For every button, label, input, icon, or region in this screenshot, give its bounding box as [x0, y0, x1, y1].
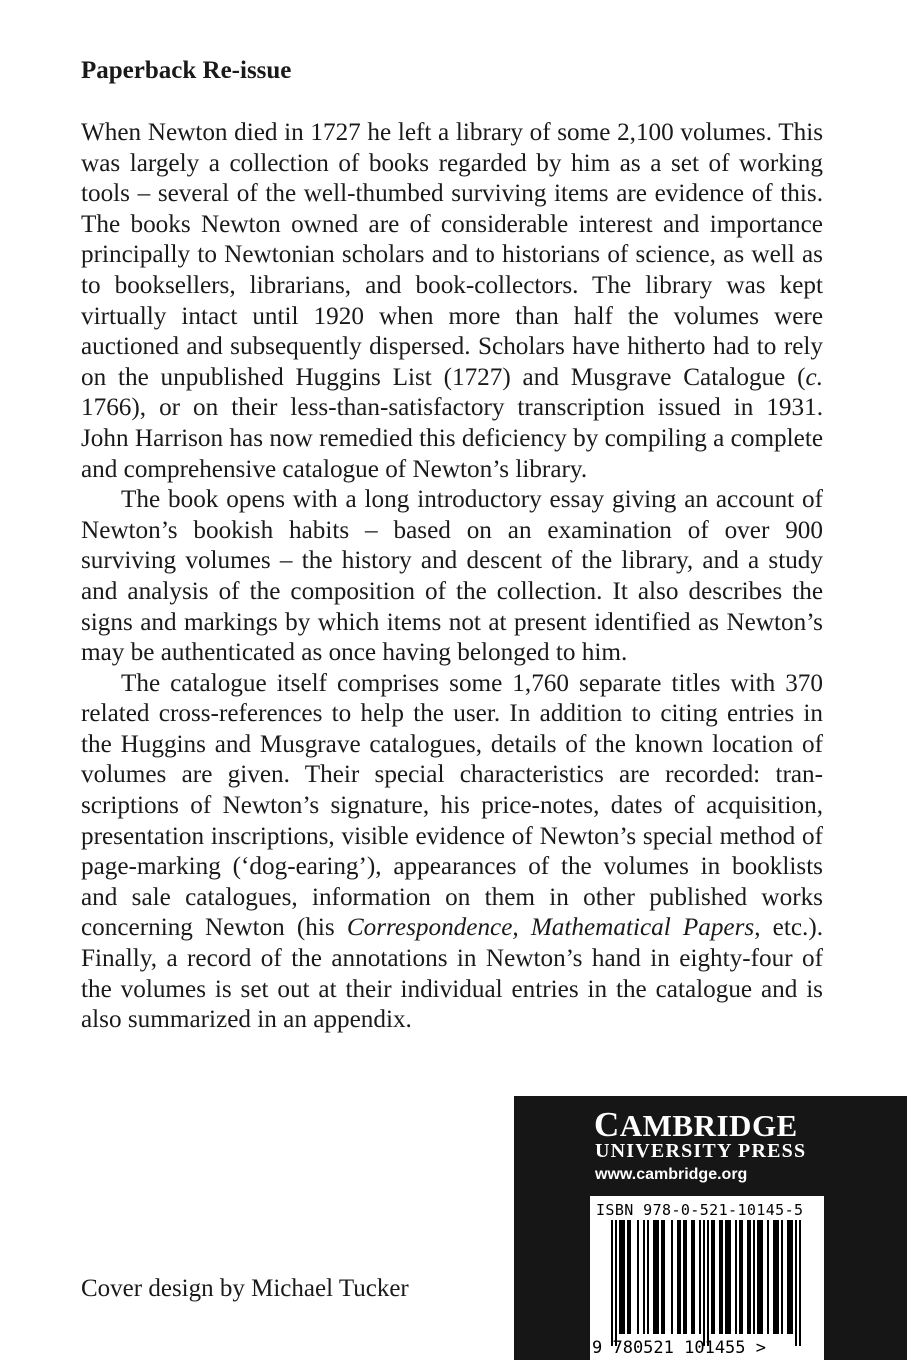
barcode-bar: [791, 1220, 793, 1334]
blurb-text: [81, 118, 823, 1036]
barcode-bar: [671, 1220, 673, 1334]
paragraph-1-end: 1766), or on their less-than-satisfactory transcription issued in 1931. John Harrison has now remedied this deficiency by compiling a complete and comprehensive catalogue of Newton’s library.: [81, 394, 823, 483]
barcode-bar: [653, 1220, 655, 1334]
publisher-box: [514, 1096, 907, 1360]
barcode-bar: [757, 1220, 759, 1334]
barcode-bar: [747, 1220, 749, 1334]
barcode-bar: [725, 1220, 727, 1334]
publisher-name-initial: C: [594, 1105, 620, 1144]
barcode-bar: [627, 1220, 629, 1334]
barcode-bar: [773, 1220, 775, 1334]
barcode-bar: [629, 1220, 631, 1334]
barcode-bar: [759, 1220, 761, 1334]
barcode-bar: [767, 1220, 769, 1334]
barcode-bar: [643, 1220, 645, 1334]
barcode-bar: [761, 1220, 763, 1334]
barcode-bar: [749, 1220, 751, 1334]
barcode-bar: [789, 1220, 791, 1334]
barcode-bars: [608, 1220, 808, 1346]
barcode-bar: [621, 1220, 623, 1334]
barcode-bar: [683, 1220, 685, 1334]
paragraph-1-text: When Newton died in 1727 he left a library of some 2,100 volumes. This was largely a collection of books regarded by him as a set of working tools – several of the well-thumbed surviving items are evidence of this. The books Newton owned are of considerable interest and importance principally to Newtonian scholars and to historians of science, as well as to booksellers, librarians, and book-collectors. The library was kept virtually intact until 1920 when more than half the volumes were auctioned and subsequently dispersed. Scholars have hitherto had to rely on the unpublished Huggins List (1727) and Musgrave Catalogue (: [81, 119, 823, 391]
barcode-panel: [590, 1196, 824, 1360]
barcode-bar: [739, 1220, 741, 1334]
cover-credit: Cover design by Michael Tucker: [81, 1275, 409, 1302]
heading: Paperback Re-issue: [81, 57, 292, 84]
barcode-bar: [729, 1220, 731, 1334]
barcode-bar: [703, 1220, 705, 1346]
barcode-bar: [637, 1220, 639, 1334]
barcode-bar: [693, 1220, 695, 1334]
publisher-name-rest: AMBRIDGE: [619, 1108, 798, 1143]
barcode-bar: [721, 1220, 723, 1334]
barcode-bar: [647, 1220, 649, 1334]
barcode-bar: [619, 1220, 621, 1334]
barcode-bar: [719, 1220, 721, 1334]
ean-text: 9 780521 101455 >: [592, 1338, 766, 1358]
barcode-bar: [799, 1220, 801, 1346]
publisher-url: www.cambridge.org: [595, 1166, 748, 1183]
barcode-bar: [735, 1220, 737, 1334]
barcode-bar: [727, 1220, 729, 1334]
barcode-bar: [685, 1220, 687, 1334]
barcode-bar: [691, 1220, 693, 1334]
paragraph-3-italic: Correspondence, Mathematical Papers: [346, 914, 755, 942]
barcode-bar: [677, 1220, 679, 1334]
paragraph-3-text: The catalogue itself comprises some 1,760 separate titles with 370 related cross-references to help the user. In addition to citing entries in the Huggins and Musgrave catalogues, details of the known location of volumes are given. Their special characteristics are recorded: transcriptions of Newton’s signature, his price-notes, dates of acquisition, presentation inscriptions, visible evidence of Newton’s special method of page-marking (‘dog-earing’), appearances of the volumes in booklists and sale catalogues, information on them in other published works concerning Newton (his: [81, 669, 823, 942]
barcode-bar: [611, 1220, 613, 1346]
barcode-bar: [623, 1220, 625, 1334]
barcode-bar: [679, 1220, 681, 1334]
paragraph-2: The book opens with a long introductory essay giving an account of Newton’s bookish habits – based on an examination of over 900 surviving volumes – the history and descent of the library, and a study and analysis of the composition of the collection. It also describes the signs and markings by which items not at present identified as Newton’s may be authenticated as once having belonged to him.: [81, 486, 823, 667]
barcode-bar: [661, 1220, 663, 1334]
paragraph-3-end: , etc.). Finally, a record of the annotations in Newton’s hand in eighty-four of the volumes is set out at their individual entries in the catalogue and is also summarized in an appendix.: [81, 914, 824, 1034]
barcode-bar: [707, 1220, 709, 1346]
paragraph-1: [81, 118, 823, 485]
barcode-bar: [787, 1220, 789, 1334]
barcode-bar: [753, 1220, 755, 1334]
barcode-bar: [711, 1220, 713, 1334]
barcode-bar: [615, 1220, 617, 1346]
barcode-bar: [795, 1220, 797, 1346]
barcode-bar: [699, 1220, 701, 1334]
barcode-bar: [775, 1220, 777, 1334]
paragraph-1-italic: c.: [805, 363, 823, 391]
barcode-bar: [741, 1220, 743, 1334]
barcode-bar: [781, 1220, 783, 1334]
barcode-bar: [777, 1220, 779, 1334]
barcode-bar: [657, 1220, 659, 1334]
paragraph-3: [81, 669, 823, 1036]
publisher-subtitle: UNIVERSITY PRESS: [595, 1140, 807, 1162]
barcode-bar: [655, 1220, 657, 1334]
isbn-label: ISBN 978-0-521-10145-5: [596, 1201, 804, 1219]
publisher-name: [594, 1105, 798, 1145]
barcode-bar: [663, 1220, 665, 1334]
barcode-bar: [713, 1220, 715, 1334]
